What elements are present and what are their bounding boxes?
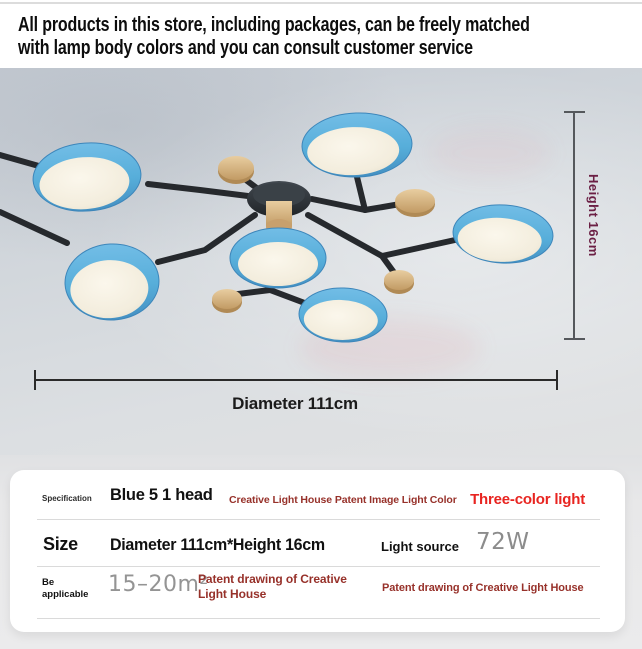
lamp-arm	[382, 240, 455, 256]
lamp-drum	[452, 202, 555, 265]
spec-label-specification: Specification	[42, 494, 92, 503]
promo-banner-text	[18, 14, 530, 60]
lamp-arm	[148, 184, 248, 196]
diameter-dimension-tick-right	[556, 370, 558, 390]
wood-knob	[384, 270, 414, 294]
lamp-drum	[298, 286, 388, 343]
promo-banner-line2: with lamp body colors and you can consult customer service	[18, 37, 473, 59]
spec-value-head-count: Blue 5 1 head	[110, 485, 213, 504]
spec-note-patent-drawing-1: Patent drawing of Creative Light House	[198, 572, 347, 601]
banner-top-divider	[0, 2, 642, 4]
height-dimension-cap-top	[564, 111, 585, 113]
spec-label-light-source: Light source	[381, 539, 460, 554]
wood-knob	[218, 156, 254, 184]
spec-card	[10, 470, 625, 632]
row-divider	[37, 519, 600, 520]
spec-note-patent-drawing-2: Patent drawing of Creative Light House	[382, 582, 584, 594]
height-dimension-label: Height 16cm	[586, 174, 601, 257]
wood-knob	[212, 289, 242, 313]
spec-label-size: Size	[43, 534, 78, 554]
spec-section	[0, 455, 642, 649]
lamp-drum	[230, 228, 326, 288]
wood-knob	[395, 189, 435, 217]
lamp-drum-face	[238, 242, 318, 286]
product-photo	[0, 68, 642, 455]
lamp-drum	[301, 111, 413, 179]
lamp-arm	[312, 199, 365, 210]
height-dimension-line	[573, 112, 575, 340]
spec-highlight-three-color-light: Three-color light	[470, 491, 585, 508]
diameter-dimension-tick-left	[34, 370, 36, 390]
spec-value-wattage: 72W	[476, 529, 530, 555]
spec-value-area: 15–20m²	[108, 572, 209, 597]
spec-value-size: Diameter 111cm*Height 16cm	[110, 536, 325, 554]
promo-banner	[0, 0, 642, 68]
wood-knobs	[212, 156, 435, 313]
spec-note-patent-color: Creative Light House Patent Image Light Color	[229, 494, 457, 506]
lamp-arm	[230, 290, 310, 305]
promo-banner-line1: All products in this store, including packages, can be freely matched	[18, 14, 530, 36]
lamp-arm	[357, 177, 365, 210]
height-dimension-cap-bottom	[564, 338, 585, 340]
spec-label-be-applicable: Be applicable	[42, 577, 89, 600]
diameter-dimension-label: Diameter 111cm	[232, 394, 358, 413]
lamp-arm	[0, 212, 67, 243]
lamp-drum	[63, 242, 161, 323]
diameter-dimension-line	[34, 379, 558, 381]
row-divider	[37, 618, 600, 619]
lamp-drum	[31, 139, 143, 214]
row-divider	[37, 566, 600, 567]
